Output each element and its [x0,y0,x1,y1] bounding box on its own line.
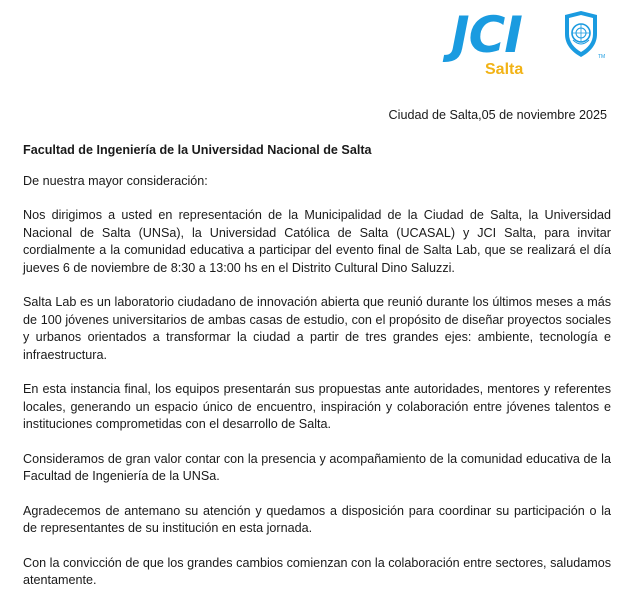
paragraph-value: Consideramos de gran valor contar con la presencia y acompañamiento de la comunidad educativa de la Facultad de Ingeniería de la UNSa. [23,451,611,483]
letter-body [23,207,611,607]
logo-trademark: TM [598,54,606,60]
paragraph-closing: Con la convicción de que los grandes cambios comienzan con la colaboración entre sectores, saludamos atentamente. [23,555,611,587]
letter-date: Ciudad de Salta,05 de noviembre 2025 [388,108,607,122]
un-shield-icon [563,10,599,58]
paragraph-final-instance: En esta instancia final, los equipos presentarán sus propuestas ante autoridades, mentores y referentes locales, generando un espacio único de encuentro, inspiración y colaboración entre jóvenes talentos e instituciones comprometidas con el desarrollo de Salta. [23,382,611,431]
paragraph-thanks: Agradecemos de antemano su atención y quedamos a disposición para coordinar su participación o la de representantes de su institución en esta jornada. [23,503,611,535]
letter-salutation: De nuestra mayor consideración: [23,174,208,188]
logo-city: Salta [485,61,524,78]
paragraph-about-salta-lab: Salta Lab es un laboratorio ciudadano de innovación abierta que reunió durante los últimos meses a más de 100 jóvenes universitarios de ambas casas de estudio, con el propósito de diseñar proyectos sociales y urbanos orientados a transformar la ciudad a partir de tres grandes ejes: ambiente, tecnología e infraestructura. [23,295,611,362]
jci-salta-logo [451,8,611,84]
paragraph-invitation: Nos dirigimos a usted en representación de la Municipalidad de la Ciudad de Salta, la Universidad Nacional de Salta (UNSa), la Universidad Católica de Salta (UCASAL) y JCI Salta, para invitar cordialmente a la comunidad educativa a participar del evento final de Salta Lab, que se realizará el día jueves 6 de noviembre de 8:30 a 13:00 hs en el Distrito Cultural Dino Saluzzi. [23,208,611,275]
letter-recipient: Facultad de Ingeniería de la Universidad Nacional de Salta [23,143,372,157]
logo-brand: JCI [451,6,522,64]
